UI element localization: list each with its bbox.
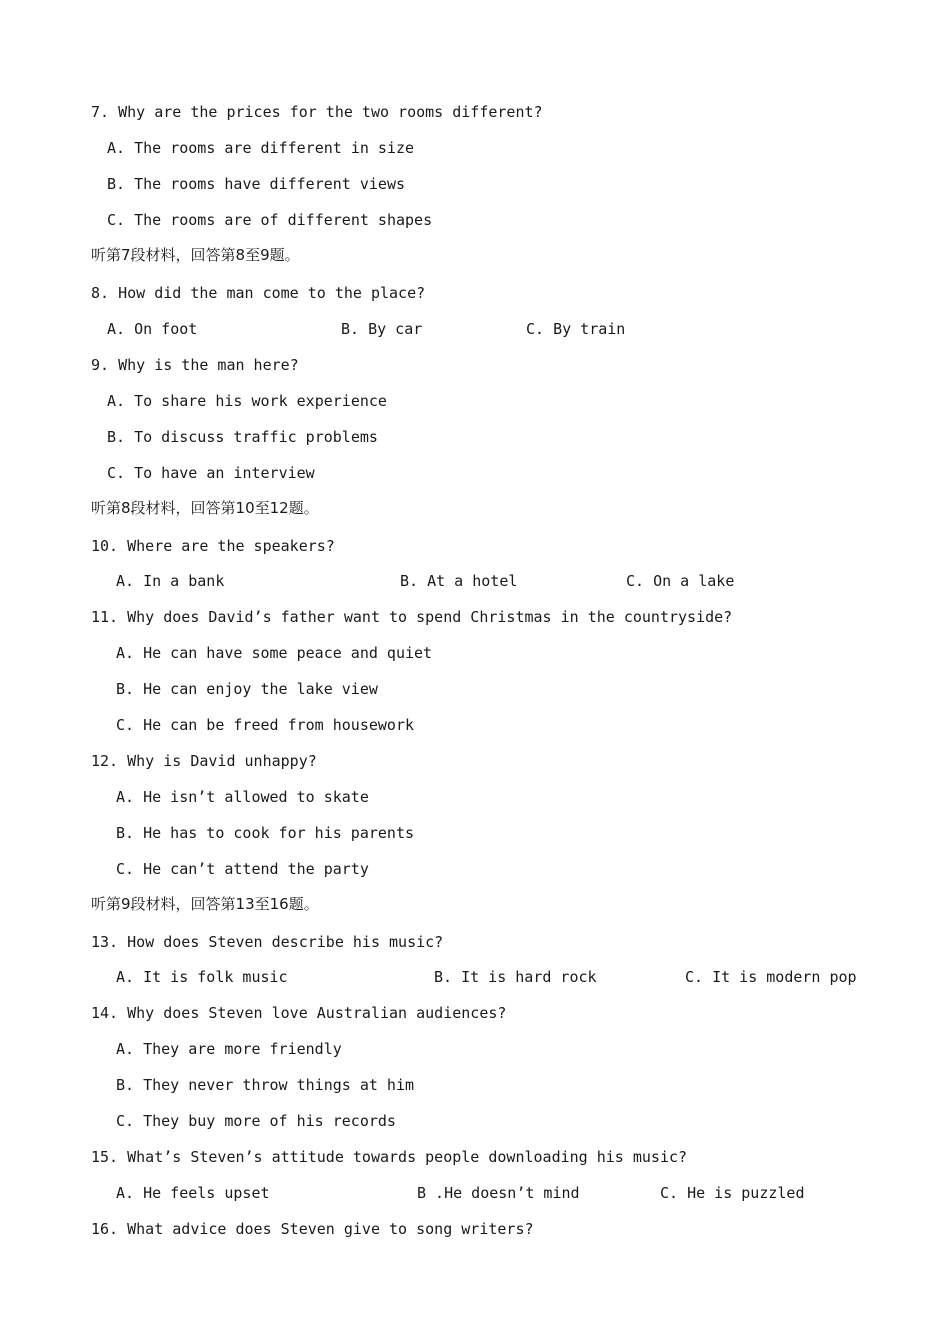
option-7b: B. The rooms have different views — [107, 175, 406, 193]
option-12b: B. He has to cook for his parents — [116, 824, 415, 842]
option-8a: A. On foot — [107, 320, 198, 338]
option-8c: C. By train — [526, 320, 626, 338]
option-11c: C. He can be freed from housework — [116, 716, 415, 734]
option-13a: A. It is folk music — [116, 968, 288, 986]
option-11a: A. He can have some peace and quiet — [116, 644, 433, 662]
option-12a: A. He isn’t allowed to skate — [116, 788, 369, 806]
question-10: 10. Where are the speakers? — [91, 537, 335, 555]
option-9a: A. To share his work experience — [107, 392, 387, 410]
section-heading-8: 听第8段材料，回答第10至12题。 — [91, 499, 319, 517]
option-10c: C. On a lake — [626, 572, 735, 590]
option-9c: C. To have an interview — [107, 464, 315, 482]
option-14c: C. They buy more of his records — [116, 1112, 396, 1130]
question-8: 8. How did the man come to the place? — [91, 284, 426, 302]
option-14a: A. They are more friendly — [116, 1040, 342, 1058]
option-9b: B. To discuss traffic problems — [107, 428, 378, 446]
question-9: 9. Why is the man here? — [91, 356, 299, 374]
option-7a: A. The rooms are different in size — [107, 139, 415, 157]
question-11: 11. Why does David’s father want to spend Christmas in the countryside? — [91, 608, 733, 626]
question-14: 14. Why does Steven love Australian audiences? — [91, 1004, 507, 1022]
section-heading-9: 听第9段材料，回答第13至16题。 — [91, 895, 319, 913]
option-14b: B. They never throw things at him — [116, 1076, 415, 1094]
question-12: 12. Why is David unhappy? — [91, 752, 317, 770]
option-15a: A. He feels upset — [116, 1184, 270, 1202]
question-7: 7. Why are the prices for the two rooms different? — [91, 103, 543, 121]
option-11b: B. He can enjoy the lake view — [116, 680, 378, 698]
section-heading-7: 听第7段材料，回答第8至9题。 — [91, 246, 300, 264]
option-7c: C. The rooms are of different shapes — [107, 211, 433, 229]
question-13: 13. How does Steven describe his music? — [91, 933, 444, 951]
option-13c: C. It is modern pop — [685, 968, 857, 986]
question-15: 15. What’s Steven’s attitude towards people downloading his music? — [91, 1148, 688, 1166]
option-10a: A. In a bank — [116, 572, 225, 590]
option-12c: C. He can’t attend the party — [116, 860, 369, 878]
question-16: 16. What advice does Steven give to song writers? — [91, 1220, 534, 1238]
option-13b: B. It is hard rock — [434, 968, 597, 986]
option-15b: B .He doesn’t mind — [417, 1184, 580, 1202]
option-10b: B. At a hotel — [400, 572, 518, 590]
option-15c: C. He is puzzled — [660, 1184, 805, 1202]
option-8b: B. By car — [341, 320, 423, 338]
